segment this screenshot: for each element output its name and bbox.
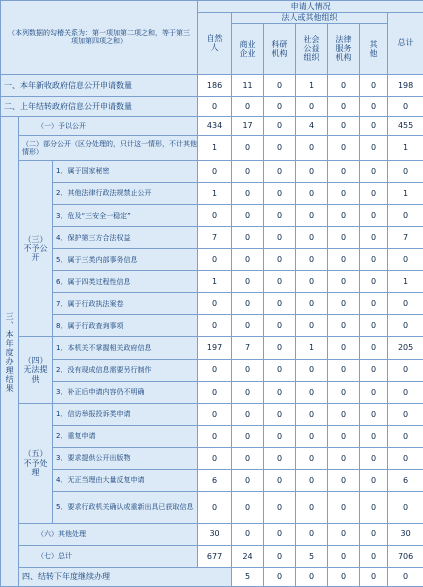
cell: 0 <box>232 160 264 182</box>
cell: 0 <box>360 249 388 271</box>
row-label: （一）予以公开 <box>19 116 198 135</box>
cell: 0 <box>328 96 360 116</box>
cell: 0 <box>264 160 296 182</box>
cell: 0 <box>198 293 232 315</box>
cell: 7 <box>232 337 264 359</box>
cell: 0 <box>264 293 296 315</box>
row-label: 7．属于行政执法案卷 <box>53 293 198 315</box>
cell: 30 <box>388 523 423 545</box>
cell: 17 <box>232 116 264 135</box>
cell: 0 <box>328 469 360 491</box>
row-label: 3．危及“三安全一稳定” <box>53 204 198 226</box>
cell: 0 <box>296 425 328 447</box>
header-research: 科研机构 <box>264 24 296 74</box>
cell: 0 <box>296 523 328 545</box>
cell: 1 <box>296 74 328 96</box>
header-social: 社会公益组织 <box>296 24 328 74</box>
row-label: 3．要求提供公开出版物 <box>53 447 198 469</box>
group-cannot-provide: （四）无法提供 <box>19 337 53 403</box>
header-natural-person: 自然人 <box>198 12 232 74</box>
cell: 0 <box>388 403 423 425</box>
cell: 0 <box>296 96 328 116</box>
cell: 0 <box>232 204 264 226</box>
cell: 0 <box>328 271 360 293</box>
cell: 0 <box>360 227 388 249</box>
cell: 0 <box>328 523 360 545</box>
cell: 0 <box>232 492 264 524</box>
cell: 6 <box>198 469 232 491</box>
cell: 0 <box>388 249 423 271</box>
cell: 0 <box>198 249 232 271</box>
cell: 198 <box>388 74 423 96</box>
cell: 0 <box>296 469 328 491</box>
cell: 0 <box>264 182 296 204</box>
cell: 0 <box>264 447 296 469</box>
cell: 0 <box>264 492 296 524</box>
cell: 0 <box>328 116 360 135</box>
cell: 0 <box>328 227 360 249</box>
cell: 0 <box>360 160 388 182</box>
cell: 0 <box>328 403 360 425</box>
cell: 0 <box>328 160 360 182</box>
cell: 0 <box>328 567 360 586</box>
row-label: 1．信访举报投诉类申请 <box>53 403 198 425</box>
cell: 0 <box>264 337 296 359</box>
cell: 0 <box>328 249 360 271</box>
cell: 0 <box>328 337 360 359</box>
cell: 0 <box>264 204 296 226</box>
cell: 0 <box>296 381 328 403</box>
row-label: 4．保护第三方合法权益 <box>53 227 198 249</box>
section-3-vertical: 三、本年度办理结果 <box>1 116 19 586</box>
cell: 0 <box>264 425 296 447</box>
row-label: 5．要求行政机关确认或重新出具已获取信息 <box>53 492 198 524</box>
cell: 0 <box>232 96 264 116</box>
cell: 0 <box>296 227 328 249</box>
cell: 0 <box>232 227 264 249</box>
cell: 0 <box>296 271 328 293</box>
cell: 455 <box>388 116 423 135</box>
row-label: 1．属于国家秘密 <box>53 160 198 182</box>
cell: 0 <box>264 227 296 249</box>
cell: 186 <box>198 74 232 96</box>
cell: 0 <box>328 293 360 315</box>
group-not-processed: （五）不予处理 <box>19 403 53 523</box>
cell: 0 <box>360 315 388 337</box>
cell: 0 <box>232 293 264 315</box>
cell: 0 <box>264 135 296 160</box>
cell: 0 <box>296 204 328 226</box>
cell: 0 <box>198 381 232 403</box>
cell: 0 <box>360 403 388 425</box>
cell: 0 <box>264 74 296 96</box>
cell: 0 <box>388 293 423 315</box>
row-label: 5．属于三类内部事务信息 <box>53 249 198 271</box>
cell: 0 <box>198 359 232 381</box>
cell: 0 <box>388 160 423 182</box>
cell: 0 <box>360 271 388 293</box>
cell: 0 <box>360 135 388 160</box>
cell: 0 <box>296 315 328 337</box>
row-label: 6．属于四类过程性信息 <box>53 271 198 293</box>
cell: 197 <box>198 337 232 359</box>
cell: 0 <box>360 74 388 96</box>
cell: 0 <box>296 403 328 425</box>
cell: 0 <box>328 359 360 381</box>
header-commercial: 商业企业 <box>232 24 264 74</box>
cell: 0 <box>264 96 296 116</box>
cell: 0 <box>328 545 360 567</box>
cell: 0 <box>328 447 360 469</box>
row-label: 1．本机关不掌握相关政府信息 <box>53 337 198 359</box>
cell: 677 <box>198 545 232 567</box>
cell: 0 <box>264 545 296 567</box>
cell: 0 <box>296 492 328 524</box>
cell: 0 <box>198 96 232 116</box>
cell: 0 <box>328 315 360 337</box>
cell: 0 <box>328 381 360 403</box>
cell: 0 <box>360 567 388 586</box>
cell: 0 <box>264 315 296 337</box>
row-label: 二、上年结转政府信息公开申请数量 <box>1 96 198 116</box>
cell: 0 <box>328 204 360 226</box>
cell: 0 <box>388 567 423 586</box>
cell: 0 <box>388 96 423 116</box>
cell: 0 <box>232 315 264 337</box>
cell: 1 <box>198 135 232 160</box>
cell: 0 <box>198 492 232 524</box>
cell: 7 <box>388 227 423 249</box>
cell: 0 <box>264 116 296 135</box>
cell: 0 <box>264 403 296 425</box>
cell: 0 <box>328 74 360 96</box>
header-applicant: 申请人情况 <box>198 1 423 13</box>
row-label: （七）总计 <box>19 545 198 567</box>
cell: 0 <box>264 469 296 491</box>
cell: 4 <box>296 116 328 135</box>
cell: 0 <box>232 447 264 469</box>
cell: 0 <box>264 381 296 403</box>
row-label: 2．重复申请 <box>53 425 198 447</box>
cell: 0 <box>264 249 296 271</box>
cell: 0 <box>360 182 388 204</box>
cell: 0 <box>232 523 264 545</box>
cell: 1 <box>388 182 423 204</box>
cell: 0 <box>264 567 296 586</box>
cell: 0 <box>360 381 388 403</box>
cell: 0 <box>296 160 328 182</box>
cell: 0 <box>388 492 423 524</box>
cell: 0 <box>360 545 388 567</box>
cell: 0 <box>232 425 264 447</box>
cell: 0 <box>328 182 360 204</box>
row-label: 一、本年新收政府信息公开申请数量 <box>1 74 198 96</box>
cell: 0 <box>388 204 423 226</box>
cell: 0 <box>198 160 232 182</box>
cell: 0 <box>388 359 423 381</box>
cell: 0 <box>232 403 264 425</box>
cell: 7 <box>198 227 232 249</box>
header-total: 总计 <box>388 12 423 74</box>
cell: 0 <box>296 567 328 586</box>
header-note: （本列数据的勾稽关系为：第一项加第二项之和，等于第三项加第四项之和） <box>1 1 198 75</box>
row-label: 4．无正当理由大量反复申请 <box>53 469 198 491</box>
cell: 0 <box>360 204 388 226</box>
cell: 0 <box>264 359 296 381</box>
cell: 0 <box>232 182 264 204</box>
cell: 0 <box>198 315 232 337</box>
cell: 0 <box>360 116 388 135</box>
cell: 1 <box>198 271 232 293</box>
cell: 0 <box>296 293 328 315</box>
cell: 0 <box>388 425 423 447</box>
cell: 0 <box>264 271 296 293</box>
cell: 0 <box>296 249 328 271</box>
cell: 0 <box>198 204 232 226</box>
cell: 1 <box>388 135 423 160</box>
cell: 0 <box>232 469 264 491</box>
cell: 1 <box>388 271 423 293</box>
cell: 6 <box>388 469 423 491</box>
row-label: （六）其他处理 <box>19 523 198 545</box>
cell: 5 <box>296 545 328 567</box>
cell: 30 <box>198 523 232 545</box>
cell: 0 <box>296 182 328 204</box>
cell: 706 <box>388 545 423 567</box>
cell: 0 <box>360 359 388 381</box>
cell: 0 <box>360 337 388 359</box>
cell: 0 <box>232 271 264 293</box>
row-label: （二）部分公开（区分处理的，只计这一情形，不计其他情形） <box>19 135 198 160</box>
row-label: 3．补正后申请内容仍不明确 <box>53 381 198 403</box>
cell: 0 <box>264 523 296 545</box>
row-label: 8．属于行政查询事项 <box>53 315 198 337</box>
cell: 205 <box>388 337 423 359</box>
row-label: 2．没有现成信息需要另行制作 <box>53 359 198 381</box>
cell: 0 <box>388 381 423 403</box>
row-label: 四、结转下年度继续办理 <box>19 567 232 586</box>
cell: 0 <box>232 381 264 403</box>
cell: 5 <box>232 567 264 586</box>
cell: 0 <box>360 523 388 545</box>
cell: 0 <box>232 249 264 271</box>
cell: 0 <box>360 492 388 524</box>
cell: 434 <box>198 116 232 135</box>
cell: 0 <box>296 359 328 381</box>
cell: 11 <box>232 74 264 96</box>
cell: 1 <box>198 182 232 204</box>
cell: 0 <box>328 135 360 160</box>
group-not-disclosed: （三）不予公开 <box>19 160 53 337</box>
cell: 0 <box>232 359 264 381</box>
header-legal-group: 法人或其他组织 <box>232 12 388 24</box>
cell: 0 <box>198 403 232 425</box>
row-label: 2．其他法律行政法规禁止公开 <box>53 182 198 204</box>
header-other: 其他 <box>360 24 388 74</box>
cell: 0 <box>198 425 232 447</box>
cell: 0 <box>388 447 423 469</box>
cell: 0 <box>296 447 328 469</box>
cell: 0 <box>360 293 388 315</box>
cell: 0 <box>328 425 360 447</box>
cell: 0 <box>360 447 388 469</box>
cell: 0 <box>198 447 232 469</box>
cell: 0 <box>328 492 360 524</box>
cell: 0 <box>388 315 423 337</box>
cell: 0 <box>360 96 388 116</box>
cell: 24 <box>232 545 264 567</box>
cell: 0 <box>296 135 328 160</box>
cell: 0 <box>360 469 388 491</box>
cell: 1 <box>296 337 328 359</box>
cell: 0 <box>232 135 264 160</box>
cell: 0 <box>360 425 388 447</box>
header-legal-service: 法律服务机构 <box>328 24 360 74</box>
